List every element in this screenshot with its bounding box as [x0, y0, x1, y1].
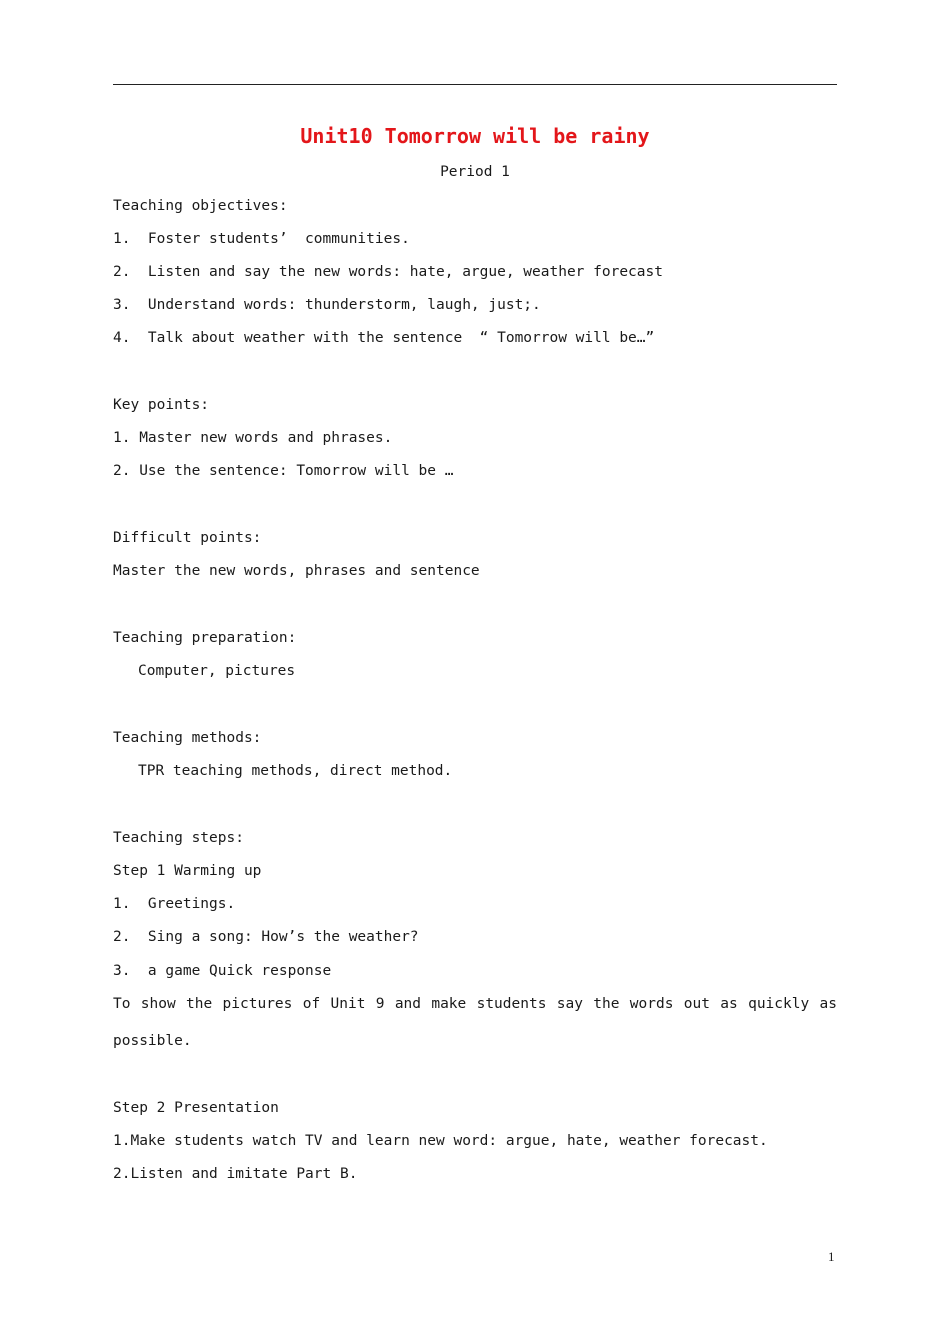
step1-item: 2. Sing a song: How’s the weather?: [113, 929, 419, 945]
objectives-heading: Teaching objectives:: [113, 198, 288, 214]
preparation-text: Computer, pictures: [138, 663, 296, 679]
key-points-heading: Key points:: [113, 397, 210, 413]
steps-heading: Teaching steps:: [113, 830, 244, 846]
step1-paragraph-line2: possible.: [113, 1033, 192, 1049]
step2-heading: Step 2 Presentation: [113, 1100, 279, 1116]
step1-item: 1. Greetings.: [113, 896, 236, 912]
difficult-points-heading: Difficult points:: [113, 530, 262, 546]
header-rule: [113, 84, 837, 85]
methods-heading: Teaching methods:: [113, 730, 262, 746]
objective-item: 1. Foster students’ communities.: [113, 231, 410, 247]
period-label: Period 1: [440, 164, 510, 180]
key-point-item: 2. Use the sentence: Tomorrow will be …: [113, 463, 454, 479]
step1-heading: Step 1 Warming up: [113, 863, 262, 879]
step2-item: 2.Listen and imitate Part B.: [113, 1166, 358, 1182]
step1-item: 3. a game Quick response: [113, 963, 332, 979]
methods-text: TPR teaching methods, direct method.: [138, 763, 453, 779]
document-title: Unit10 Tomorrow will be rainy: [300, 124, 650, 148]
difficult-points-text: Master the new words, phrases and sentence: [113, 563, 480, 579]
step1-paragraph-line1: To show the pictures of Unit 9 and make students say the words out as quickly as: [113, 996, 837, 1012]
preparation-heading: Teaching preparation:: [113, 630, 297, 646]
step2-item: 1.Make students watch TV and learn new word: argue, hate, weather forecast.: [113, 1133, 768, 1149]
objective-item: 2. Listen and say the new words: hate, argue, weather forecast: [113, 264, 663, 280]
key-point-item: 1. Master new words and phrases.: [113, 430, 393, 446]
objective-item: 4. Talk about weather with the sentence “ Tomorrow will be…”: [113, 330, 655, 346]
page-number: 1: [828, 1249, 835, 1264]
objective-item: 3. Understand words: thunderstorm, laugh, just;.: [113, 297, 541, 313]
